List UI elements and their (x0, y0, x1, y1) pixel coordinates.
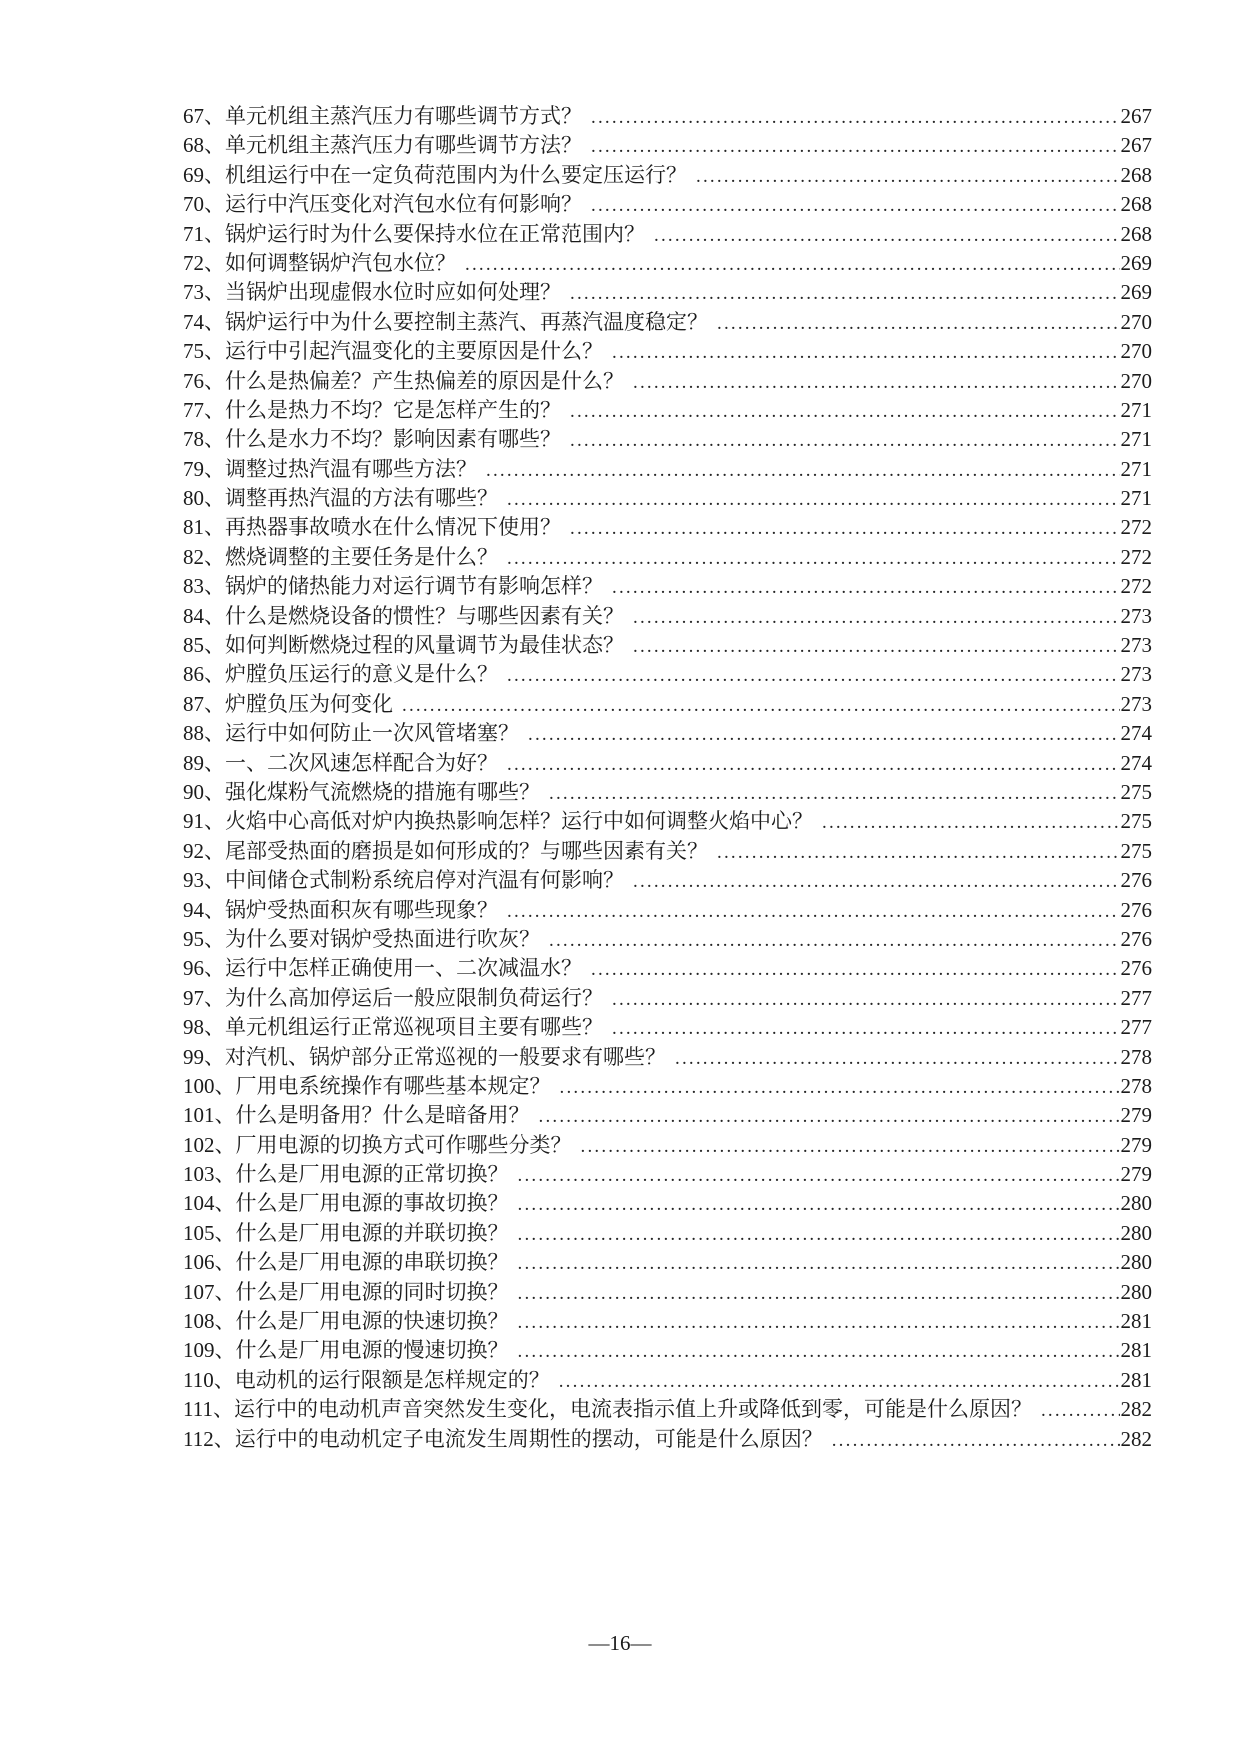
toc-entry (183, 1013, 1152, 1042)
toc-entry (183, 837, 1152, 866)
toc-entry (183, 102, 1152, 131)
toc-entry-label: 112、运行中的电动机定子电流发生周期性的摆动，可能是什么原因？ (183, 1426, 823, 1451)
toc-entry-label: 88、运行中如何防止一次风管堵塞？ (183, 721, 519, 746)
toc-dot-leader (612, 337, 1120, 367)
toc-entry (183, 954, 1152, 983)
toc-entry (183, 543, 1152, 572)
toc-entry-page: 274 (1120, 721, 1152, 746)
toc-entry-label: 70、运行中汽压变化对汽包水位有何影响？ (183, 192, 582, 217)
toc-entry-page: 280 (1120, 1250, 1152, 1275)
toc-entry-label: 76、什么是热偏差？产生热偏差的原因是什么？ (183, 368, 624, 393)
toc-entry-label: 111、运行中的电动机声音突然发生变化，电流表指示值上升或降低到零，可能是什么原因？ (183, 1397, 1032, 1422)
toc-entry-page: 280 (1120, 1279, 1152, 1304)
toc-entry (183, 278, 1152, 307)
toc-dot-leader (633, 602, 1120, 632)
toc-entry-page: 271 (1120, 486, 1152, 511)
toc-entry-page: 267 (1120, 104, 1152, 128)
toc-dot-leader (612, 572, 1120, 602)
toc-dot-leader (591, 102, 1120, 132)
toc-entry (183, 896, 1152, 925)
toc-dot-leader (486, 455, 1120, 485)
toc-dot-leader (518, 1278, 1120, 1308)
toc-entry-label: 85、如何判断燃烧过程的风量调节为最佳状态？ (183, 633, 624, 658)
toc-dot-leader (402, 690, 1120, 720)
toc-entry (183, 984, 1152, 1013)
toc-dot-leader (581, 1131, 1120, 1161)
toc-entry-label: 109、什么是厂用电源的慢速切换？ (183, 1338, 509, 1363)
toc-dot-leader (591, 190, 1120, 220)
toc-entry (183, 866, 1152, 895)
toc-entry (183, 1043, 1152, 1072)
toc-entry-label: 82、燃烧调整的主要任务是什么？ (183, 544, 498, 569)
toc-entry-page: 280 (1120, 1220, 1152, 1245)
toc-entry-label: 103、什么是厂用电源的正常切换？ (183, 1162, 509, 1187)
toc-entry (183, 690, 1152, 719)
toc-dot-leader (549, 778, 1120, 808)
toc-entry (183, 719, 1152, 748)
toc-entry-label: 92、尾部受热面的磨损是如何形成的？与哪些因素有关？ (183, 838, 708, 863)
toc-entry-page: 276 (1120, 956, 1152, 981)
toc-dot-leader (539, 1101, 1120, 1131)
toc-entry (183, 396, 1152, 425)
toc-entry (183, 190, 1152, 219)
toc-dot-leader (696, 161, 1120, 191)
toc-entry-page: 275 (1120, 779, 1152, 804)
toc-entry (183, 1336, 1152, 1365)
toc-dot-leader (518, 1307, 1120, 1337)
toc-dot-leader (507, 484, 1120, 514)
toc-entry-page: 281 (1120, 1338, 1152, 1363)
toc-entry (183, 925, 1152, 954)
toc-entry-label: 69、机组运行中在一定负荷范围内为什么要定压运行？ (183, 162, 687, 187)
toc-entry-page: 268 (1120, 192, 1152, 217)
toc-entry-label: 97、为什么高加停运后一般应限制负荷运行？ (183, 985, 603, 1010)
toc-entry-label: 98、单元机组运行正常巡视项目主要有哪些？ (183, 1015, 603, 1040)
toc-entry (183, 1189, 1152, 1218)
toc-entry-label: 89、一、二次风速怎样配合为好？ (183, 750, 498, 775)
toc-dot-leader (654, 220, 1120, 250)
toc-entry-label: 108、什么是厂用电源的快速切换？ (183, 1309, 509, 1334)
toc-entry-page: 273 (1120, 633, 1152, 658)
toc-entry-label: 79、调整过热汽温有哪些方法？ (183, 456, 477, 481)
toc-entry-page: 275 (1120, 809, 1152, 834)
toc-dot-leader (570, 396, 1120, 426)
toc-entry-page: 271 (1120, 427, 1152, 452)
toc-entry-label: 81、再热器事故喷水在什么情况下使用？ (183, 515, 561, 540)
toc-dot-leader (1041, 1395, 1120, 1425)
toc-entry-page: 276 (1120, 926, 1152, 951)
toc-entry-page: 282 (1120, 1397, 1152, 1422)
toc-entry (183, 1248, 1152, 1277)
toc-entry-page: 273 (1120, 691, 1152, 716)
toc-entry-page: 279 (1120, 1132, 1152, 1157)
toc-entry-label: 84、什么是燃烧设备的惯性？与哪些因素有关？ (183, 603, 624, 628)
toc-dot-leader (633, 631, 1120, 661)
toc-entry-page: 280 (1120, 1191, 1152, 1216)
toc-entry-page: 269 (1120, 280, 1152, 305)
toc-entry (183, 367, 1152, 396)
toc-entry-label: 96、运行中怎样正确使用一、二次减温水？ (183, 956, 582, 981)
toc-dot-leader (518, 1248, 1120, 1278)
toc-entry-label: 102、厂用电源的切换方式可作哪些分类？ (183, 1132, 572, 1157)
toc-entry (183, 631, 1152, 660)
toc-entry (183, 1219, 1152, 1248)
toc-entry-page: 276 (1120, 868, 1152, 893)
toc-entry-page: 270 (1120, 339, 1152, 364)
toc-dot-leader (633, 367, 1120, 397)
toc-entry-label: 93、中间储仓式制粉系统启停对汽温有何影响？ (183, 868, 624, 893)
toc-entry-page: 279 (1120, 1103, 1152, 1128)
toc-dot-leader (570, 513, 1120, 543)
toc-entry-label: 72、如何调整锅炉汽包水位？ (183, 250, 456, 275)
toc-dot-leader (518, 1336, 1120, 1366)
toc-entry-label: 78、什么是水力不均？影响因素有哪些？ (183, 427, 561, 452)
toc-entry-label: 110、电动机的运行限额是怎样规定的？ (183, 1367, 550, 1392)
toc-entry (183, 602, 1152, 631)
toc-entry-label: 106、什么是厂用电源的串联切换？ (183, 1250, 509, 1275)
toc-entry-page: 276 (1120, 897, 1152, 922)
toc-entry (183, 1395, 1152, 1424)
toc-entry (183, 1101, 1152, 1130)
toc-dot-leader (465, 249, 1120, 279)
toc-dot-leader (518, 1219, 1120, 1249)
toc-entry-page: 272 (1120, 544, 1152, 569)
toc-dot-leader (612, 984, 1120, 1014)
toc-entry-page: 274 (1120, 750, 1152, 775)
toc-dot-leader (717, 837, 1120, 867)
toc-entry-label: 99、对汽机、锅炉部分正常巡视的一般要求有哪些？ (183, 1044, 666, 1069)
toc-dot-leader (549, 925, 1120, 955)
toc-entry (183, 1307, 1152, 1336)
toc-dot-leader (675, 1043, 1120, 1073)
toc-entry (183, 1278, 1152, 1307)
toc-entry (183, 161, 1152, 190)
toc-entry-page: 270 (1120, 309, 1152, 334)
toc-entry-page: 275 (1120, 838, 1152, 863)
toc-dot-leader (518, 1189, 1120, 1219)
toc-list (183, 102, 1152, 1454)
toc-dot-leader (633, 866, 1120, 896)
toc-entry-page: 273 (1120, 662, 1152, 687)
toc-entry-page: 277 (1120, 1015, 1152, 1040)
toc-entry-label: 74、锅炉运行中为什么要控制主蒸汽、再蒸汽温度稳定？ (183, 309, 708, 334)
toc-entry-label: 107、什么是厂用电源的同时切换？ (183, 1279, 509, 1304)
toc-entry (183, 513, 1152, 542)
toc-entry-label: 101、什么是明备用？什么是暗备用？ (183, 1103, 530, 1128)
toc-entry-page: 267 (1120, 133, 1152, 158)
toc-dot-leader (507, 660, 1120, 690)
toc-entry (183, 572, 1152, 601)
toc-dot-leader (507, 896, 1120, 926)
toc-entry (183, 1160, 1152, 1189)
page-number-footer: —16— (588, 1631, 652, 1655)
toc-dot-leader (717, 308, 1120, 338)
toc-dot-leader (822, 807, 1120, 837)
toc-entry (183, 1425, 1152, 1454)
toc-entry (183, 484, 1152, 513)
toc-entry-page: 279 (1120, 1162, 1152, 1187)
toc-dot-leader (559, 1366, 1120, 1396)
toc-dot-leader (832, 1425, 1120, 1455)
toc-entry (183, 308, 1152, 337)
toc-entry-page: 271 (1120, 456, 1152, 481)
toc-entry-label: 91、火焰中心高低对炉内换热影响怎样？运行中如何调整火焰中心？ (183, 809, 813, 834)
toc-entry-page: 278 (1120, 1073, 1152, 1098)
toc-entry-page: 273 (1120, 603, 1152, 628)
toc-dot-leader (518, 1160, 1120, 1190)
toc-dot-leader (560, 1072, 1120, 1102)
toc-entry (183, 455, 1152, 484)
toc-entry (183, 1131, 1152, 1160)
toc-entry (183, 337, 1152, 366)
toc-entry (183, 131, 1152, 160)
toc-entry-label: 86、炉膛负压运行的意义是什么？ (183, 662, 498, 687)
toc-entry-label: 73、当锅炉出现虚假水位时应如何处理？ (183, 280, 561, 305)
toc-entry-label: 90、强化煤粉气流燃烧的措施有哪些？ (183, 779, 540, 804)
toc-entry-label: 95、为什么要对锅炉受热面进行吹灰？ (183, 926, 540, 951)
toc-entry (183, 249, 1152, 278)
toc-entry-page: 269 (1120, 250, 1152, 275)
toc-dot-leader (570, 278, 1120, 308)
toc-entry-page: 272 (1120, 515, 1152, 540)
toc-entry-page: 272 (1120, 574, 1152, 599)
toc-entry-page: 282 (1120, 1426, 1152, 1451)
toc-dot-leader (570, 425, 1120, 455)
toc-entry-label: 71、锅炉运行时为什么要保持水位在正常范围内？ (183, 221, 645, 246)
toc-dot-leader (507, 749, 1120, 779)
toc-entry (183, 1072, 1152, 1101)
toc-dot-leader (591, 954, 1120, 984)
toc-entry-page: 268 (1120, 162, 1152, 187)
toc-entry-label: 100、厂用电系统操作有哪些基本规定？ (183, 1073, 551, 1098)
toc-entry-label: 67、单元机组主蒸汽压力有哪些调节方式？ (183, 104, 582, 128)
toc-entry-label: 105、什么是厂用电源的并联切换？ (183, 1220, 509, 1245)
toc-entry-page: 268 (1120, 221, 1152, 246)
toc-dot-leader (612, 1013, 1120, 1043)
toc-entry-page: 270 (1120, 368, 1152, 393)
toc-dot-leader (528, 719, 1120, 749)
toc-entry-label: 94、锅炉受热面积灰有哪些现象？ (183, 897, 498, 922)
toc-entry-page: 271 (1120, 397, 1152, 422)
toc-entry (183, 220, 1152, 249)
toc-entry-page: 277 (1120, 985, 1152, 1010)
toc-entry-label: 80、调整再热汽温的方法有哪些？ (183, 486, 498, 511)
toc-entry (183, 749, 1152, 778)
toc-entry-page: 281 (1120, 1367, 1152, 1392)
toc-entry (183, 778, 1152, 807)
toc-dot-leader (591, 131, 1120, 161)
toc-entry (183, 660, 1152, 689)
toc-entry-label: 77、什么是热力不均？它是怎样产生的？ (183, 397, 561, 422)
toc-entry-page: 281 (1120, 1309, 1152, 1334)
toc-entry-label: 75、运行中引起汽温变化的主要原因是什么？ (183, 339, 603, 364)
toc-dot-leader (507, 543, 1120, 573)
toc-entry-page: 278 (1120, 1044, 1152, 1069)
toc-entry (183, 807, 1152, 836)
toc-entry-label: 68、单元机组主蒸汽压力有哪些调节方法？ (183, 133, 582, 158)
toc-entry-label: 104、什么是厂用电源的事故切换？ (183, 1191, 509, 1216)
toc-entry-label: 87、炉膛负压为何变化 (183, 691, 393, 716)
toc-entry (183, 1366, 1152, 1395)
toc-entry-label: 83、锅炉的储热能力对运行调节有影响怎样？ (183, 574, 603, 599)
toc-entry (183, 425, 1152, 454)
